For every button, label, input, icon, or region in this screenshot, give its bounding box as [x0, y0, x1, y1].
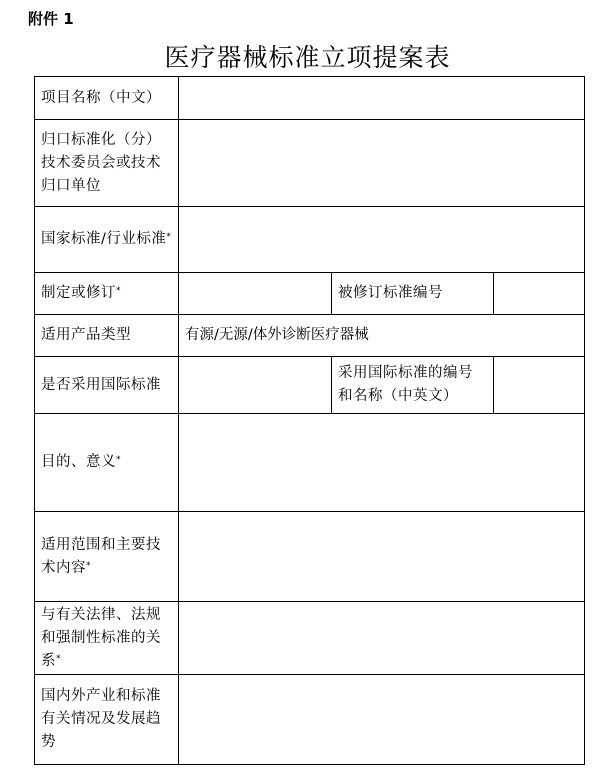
field-industry-trend[interactable]	[179, 675, 585, 765]
label-project-name: 项目名称（中文）	[35, 77, 179, 120]
label-intl-std-name: 采用国际标准的编号和名称（中英文）	[332, 357, 494, 414]
label-revised-std-no: 被修订标准编号	[332, 273, 494, 315]
row-purpose	[35, 414, 585, 512]
field-make-or-revise[interactable]	[179, 273, 332, 315]
row-industry-trend	[35, 675, 585, 765]
label-law-relation: 与有关法律、法规和强制性标准的关系	[41, 606, 161, 669]
row-intl-standard	[35, 357, 585, 414]
field-intl-std-name[interactable]	[494, 357, 585, 414]
label-committee: 归口标准化（分）技术委员会或技术归口单位	[35, 120, 179, 207]
required-mark: *	[166, 232, 172, 242]
row-product-type	[35, 315, 585, 357]
label-standard-type-cell	[35, 207, 179, 273]
field-standard-type[interactable]	[179, 207, 585, 273]
required-mark: *	[56, 653, 61, 664]
field-scope[interactable]	[179, 512, 585, 602]
label-purpose-cell	[35, 414, 179, 512]
field-revised-std-no[interactable]	[494, 273, 585, 315]
row-committee	[35, 120, 585, 207]
field-product-type[interactable]: 有源/无源/体外诊断医疗器械	[179, 315, 585, 357]
label-adopt-intl: 是否采用国际标准	[35, 357, 179, 414]
label-law-relation-cell	[35, 602, 179, 675]
field-adopt-intl[interactable]	[179, 357, 332, 414]
proposal-form-table	[34, 76, 585, 765]
field-law-relation[interactable]	[179, 602, 585, 675]
label-scope: 适用范围和主要技术内容	[41, 536, 161, 576]
required-mark: *	[86, 560, 91, 571]
label-purpose: 目的、意义	[41, 454, 116, 470]
label-product-type: 适用产品类型	[35, 315, 179, 357]
label-scope-cell	[35, 512, 179, 602]
label-make-or-revise-cell	[35, 273, 179, 315]
label-industry-trend: 国内外产业和标准有关情况及发展趋势	[35, 675, 179, 765]
row-make-or-revise	[35, 273, 585, 315]
label-standard-type: 国家标准/行业标准	[41, 231, 167, 247]
label-make-or-revise: 制定或修订	[41, 285, 116, 301]
row-standard-type	[35, 207, 585, 273]
field-purpose[interactable]	[179, 414, 585, 512]
required-mark: *	[116, 286, 121, 296]
required-mark: *	[116, 455, 121, 465]
attachment-label: 附件 1	[28, 10, 74, 28]
field-project-name[interactable]	[179, 77, 585, 120]
row-scope	[35, 512, 585, 602]
row-project-name	[35, 77, 585, 120]
field-committee[interactable]	[179, 120, 585, 207]
form-title: 医疗器械标准立项提案表	[164, 43, 451, 72]
row-law-relation	[35, 602, 585, 675]
